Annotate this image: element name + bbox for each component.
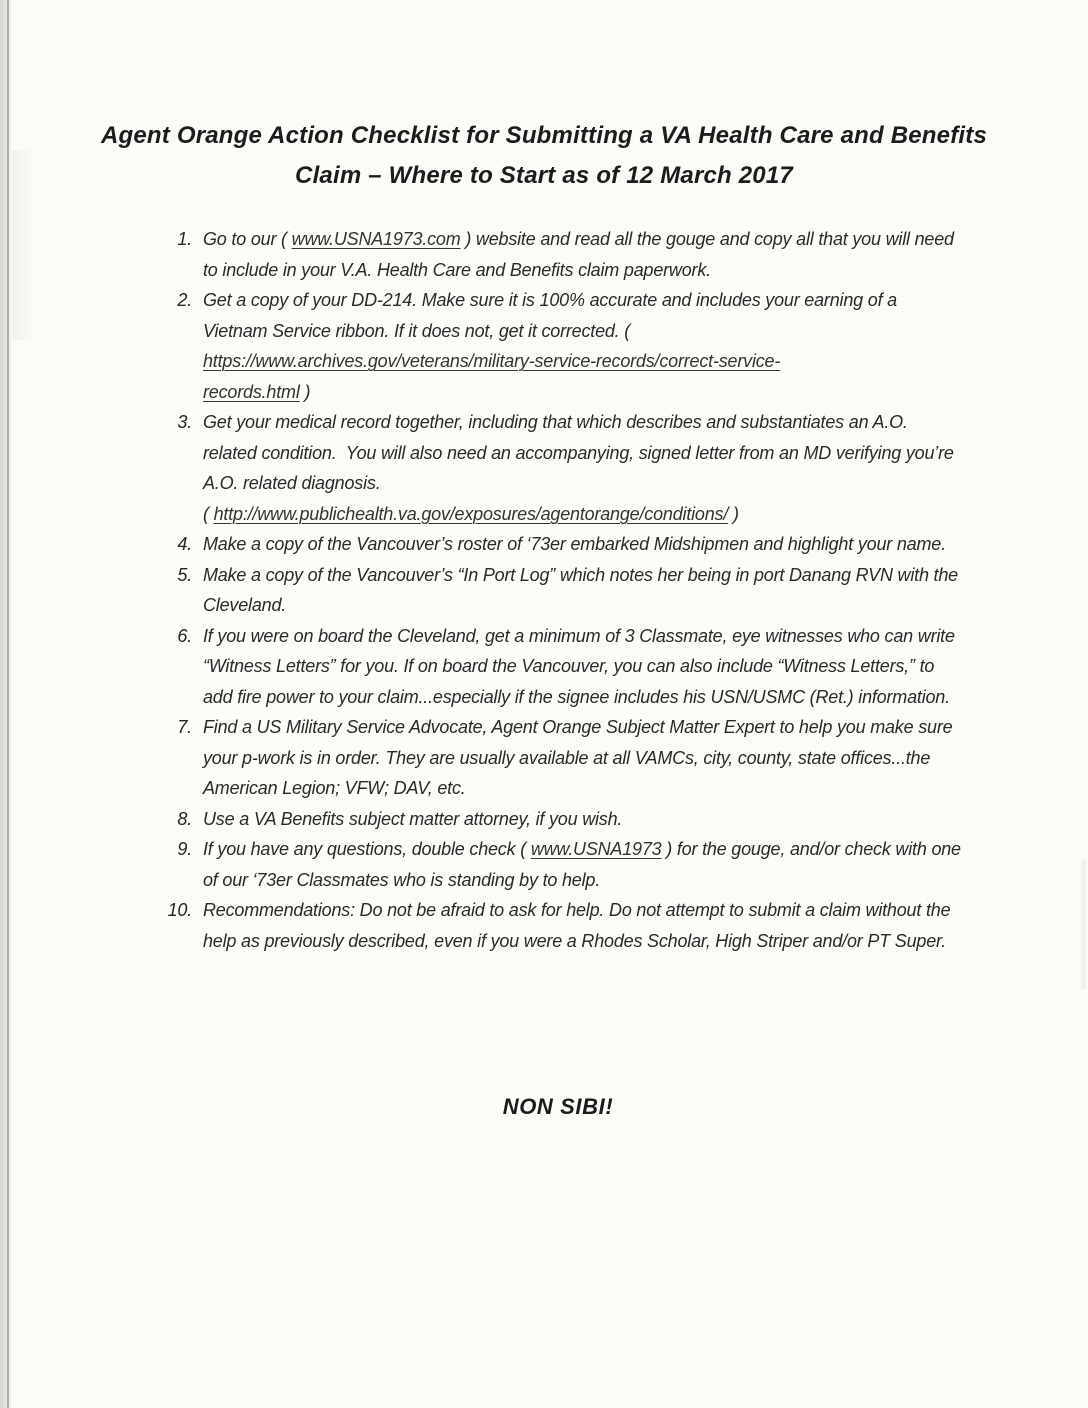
scan-edge-strip xyxy=(0,0,11,1408)
text-segment: Make a copy of the Vancouver’s “In Port Log” which notes her being in port Danang RVN with the Cleveland. xyxy=(203,564,958,615)
item-text xyxy=(203,834,962,895)
closing-motto: NON SIBI! xyxy=(502,1094,614,1119)
item-number: 3. xyxy=(177,412,192,432)
document-link[interactable]: www.USNA1973 xyxy=(530,839,662,859)
scan-edge-line xyxy=(7,0,9,1408)
item-text xyxy=(203,224,962,285)
item-number: 5. xyxy=(177,564,192,585)
text-segment: ) for the gouge, and/or check with one of our ‘73er Classmates who is standing by to help. xyxy=(203,839,961,890)
checklist-item xyxy=(152,560,962,621)
text-segment: If you have any questions, double check ( xyxy=(203,839,531,859)
item-text xyxy=(203,560,962,621)
text-segment: ) xyxy=(299,381,311,402)
item-text xyxy=(203,407,962,529)
document-link[interactable]: https://www.archives.gov/veterans/military-service-records/correct-service- xyxy=(203,351,781,371)
document-link[interactable]: records.html xyxy=(203,381,300,402)
item-number: 1. xyxy=(177,229,192,249)
text-segment: Find a US Military Service Advocate, Agent Orange Subject Matter Expert to help you make sure your p-work is in order. They are usually available at all VAMCs, city, county, state offices...the American Legion; VFW; DAV, etc. xyxy=(203,717,953,798)
item-text xyxy=(203,529,962,560)
item-text xyxy=(203,621,962,713)
document-title xyxy=(85,0,1003,196)
item-text xyxy=(203,804,962,835)
checklist-item xyxy=(152,712,962,804)
item-number: 2. xyxy=(177,290,192,310)
text-segment: ( xyxy=(203,503,214,524)
text-segment: Use a VA Benefits subject matter attorney, if you wish. xyxy=(203,808,623,829)
checklist-item xyxy=(152,529,962,560)
text-segment: Get your medical record together, including that which describes and substantiates an A.O. related condition. You will also need an accompanying, signed letter from an MD verifying you’re A.O. related diagnosis. xyxy=(203,412,954,493)
text-segment: Make a copy of the Vancouver’s roster of ‘73er embarked Midshipmen and highlight your name. xyxy=(203,534,946,554)
text-segment: ) xyxy=(728,503,739,524)
item-text xyxy=(203,285,962,407)
document-link[interactable]: www.USNA1973.com xyxy=(291,229,461,249)
title-line-2: Claim – Where to Start as of 12 March 2017 xyxy=(295,162,793,189)
item-text xyxy=(203,895,962,956)
checklist-item xyxy=(152,895,962,956)
checklist-item xyxy=(152,834,962,895)
item-number: 9. xyxy=(177,839,192,859)
text-segment: Recommendations: Do not be afraid to ask for help. Do not attempt to submit a claim without the help as previously described, even if you were a Rhodes Scholar, High Striper and/or PT Super. xyxy=(203,900,951,951)
scan-smudge xyxy=(12,150,34,340)
scan-smudge xyxy=(1081,860,1086,990)
checklist xyxy=(152,224,962,956)
item-text xyxy=(203,712,962,804)
checklist-item xyxy=(152,621,962,713)
checklist-item xyxy=(152,804,962,835)
text-segment: Get a copy of your DD-214. Make sure it is 100% accurate and includes your earning of a Vietnam Service ribbon. If it does not, get it corrected. ( xyxy=(203,290,897,341)
item-number: 7. xyxy=(177,717,192,737)
item-number: 4. xyxy=(177,534,192,554)
item-number: 6. xyxy=(177,625,192,646)
checklist-item xyxy=(152,407,962,529)
text-segment: Go to our ( xyxy=(203,229,292,249)
item-number: 10. xyxy=(167,900,192,920)
text-segment: ) website and read all the gouge and copy all that you will need to include in your V.A. Health Care and Benefits claim paperwork. xyxy=(203,229,954,280)
checklist-item xyxy=(152,224,962,285)
title-line-1: Agent Orange Action Checklist for Submitting a VA Health Care and Benefits xyxy=(100,122,988,149)
text-segment: If you were on board the Cleveland, get a minimum of 3 Classmate, eye witnesses who can write “Witness Letters” for you. If on board the Vancouver, you can also include “Witness Letters,” to add fire power to your claim...especially if the signee includes his USN/USMC (Ret.) information. xyxy=(203,625,955,707)
item-number: 8. xyxy=(177,808,192,829)
checklist-item xyxy=(152,285,962,407)
document-link[interactable]: http://www.publichealth.va.gov/exposures/agentorange/conditions/ xyxy=(213,503,729,524)
